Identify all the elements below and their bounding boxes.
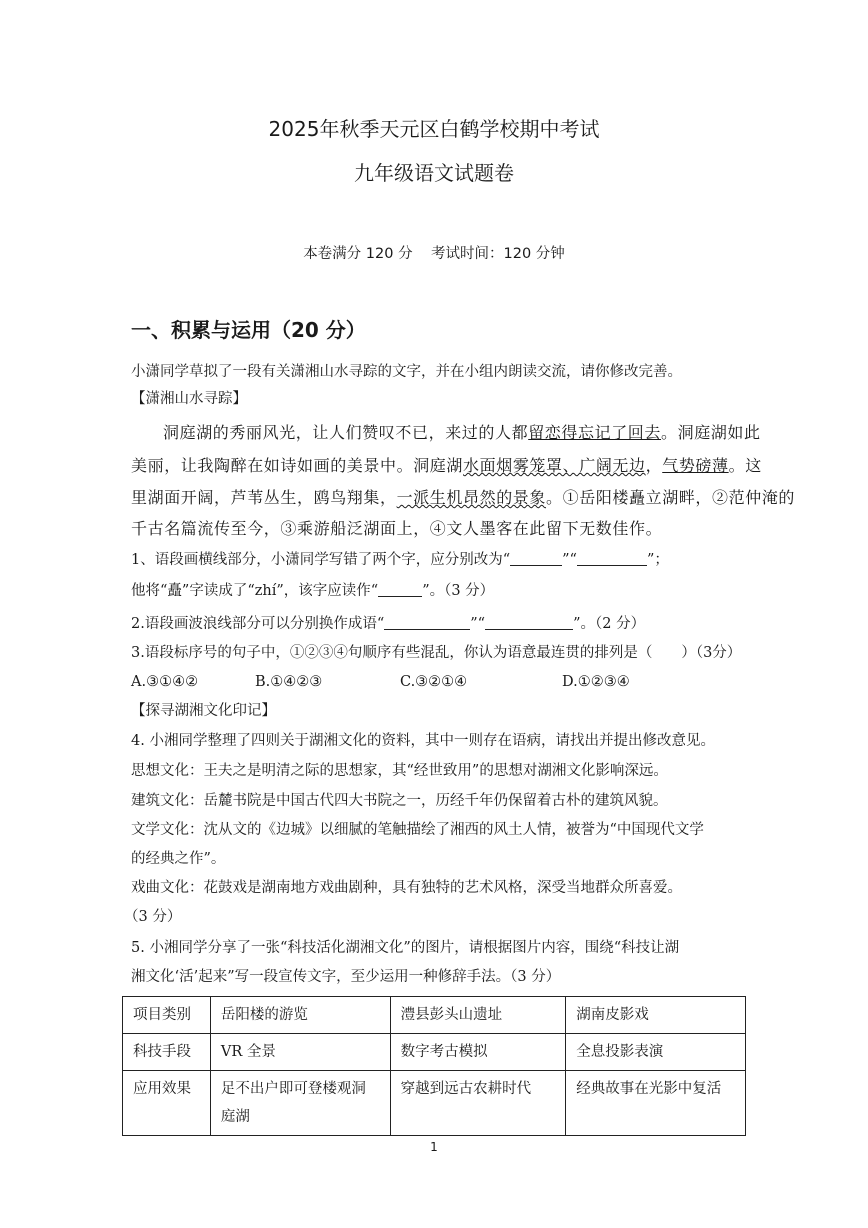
question-4-score: （3 分） — [124, 909, 182, 925]
underlined-phrase-1: 留恋得忘记了回去 — [528, 423, 662, 442]
question-1-line-1: 1、语段画横线部分，小潇同学写错了两个字，应分别改为“ ”“ ”； — [131, 552, 669, 568]
passage-line-3: 里湖面开阔，芦苇丛生，鸥鸟翔集，一派生机昂然的景象。①岳阳楼矗立湖畔，②范仲淹的 — [131, 488, 796, 507]
question-4: 4. 小湘同学整理了四则关于湖湘文化的资料，其中一则存在语病，请找出并提出修改意见。 — [131, 733, 715, 749]
table-cell: 足不出户即可登楼观洞庭湖 — [210, 1071, 390, 1136]
exam-title: 2025年秋季天元区白鹤学校期中考试 — [268, 117, 600, 141]
table-cell: 澧县彭头山遗址 — [390, 997, 566, 1034]
table-cell: 科技手段 — [123, 1034, 211, 1071]
table-cell: 全息投影表演 — [566, 1034, 746, 1071]
table-row — [123, 1071, 746, 1136]
question-2: 2.语段画波浪线部分可以分别换作成语“ ”“ ”。（2 分） — [131, 616, 646, 632]
passage-line-4: 千古名篇流传至今，③乘游船泛湖面上，④文人墨客在此留下无数佳作。 — [131, 519, 663, 538]
exam-info: 本卷满分 120 分 考试时间：120 分钟 — [303, 246, 565, 262]
intro-text: 小潇同学草拟了一段有关潇湘山水寻踪的文字，并在小组内朗读交流，请你修改完善。 — [131, 364, 682, 380]
table-row — [123, 997, 746, 1034]
culture-item-1: 思想文化：王夫之是明清之际的思想家，其“经世致用”的思想对湖湘文化影响深远。 — [131, 763, 668, 779]
table-cell: 穿越到远古农耕时代 — [390, 1071, 566, 1136]
culture-item-3-line-2: 的经典之作”。 — [131, 851, 226, 867]
passage-line-2: 美丽，让我陶醉在如诗如画的美景中。洞庭湖水面烟雾笼罩、广阔无边，气势磅薄。这 — [131, 456, 762, 475]
passage-line-1: 洞庭湖的秀丽风光，让人们赞叹不已，来过的人都留恋得忘记了回去。洞庭湖如此 — [163, 423, 761, 442]
culture-item-3-line-1: 文学文化：沈从文的《边城》以细腻的笔触描绘了湘西的风土人情，被誉为“中国现代文学 — [131, 822, 704, 838]
question-5-line-2: 湘文化‘活’起来”写一段宣传文字，至少运用一种修辞手法。（3 分） — [131, 969, 561, 985]
answer-blank[interactable] — [485, 615, 573, 630]
tech-culture-table — [122, 996, 746, 1136]
table-cell: VR 全景 — [210, 1034, 390, 1071]
question-5-line-1: 5. 小湘同学分享了一张“科技活化湖湘文化”的图片，请根据图片内容，围绕“科技让湖 — [131, 940, 680, 956]
table-cell: 经典故事在光影中复活 — [566, 1071, 746, 1136]
table-cell: 项目类别 — [123, 997, 211, 1034]
option-b[interactable]: B.①④②③ — [255, 674, 323, 690]
table-cell: 应用效果 — [123, 1071, 211, 1136]
option-a[interactable]: A.③①④② — [131, 674, 199, 690]
table-cell: 数字考古模拟 — [390, 1034, 566, 1071]
underlined-phrase-2: 气势磅薄 — [662, 456, 729, 475]
culture-item-4: 戏曲文化：花鼓戏是湖南地方戏曲剧种，具有独特的艺术风格，深受当地群众所喜爱。 — [131, 880, 682, 896]
answer-blank[interactable] — [384, 615, 470, 630]
wavy-phrase-1: 水面烟雾笼罩、广阔无边 — [463, 456, 646, 475]
table-row — [123, 1034, 746, 1071]
question-3: 3.语段标序号的句子中，①②③④句顺序有些混乱，你认为语意最连贯的排列是（ ）（3分） — [131, 645, 742, 661]
page-number: 1 — [430, 1140, 438, 1154]
wavy-phrase-2: 一派生机昂然的景象 — [396, 488, 547, 507]
section-heading: 一、积累与运用（20 分） — [131, 318, 366, 342]
subsection-title-1: 【潇湘山水寻踪】 — [131, 391, 247, 407]
option-c[interactable]: C.③②①④ — [400, 674, 468, 690]
table-cell: 岳阳楼的游览 — [210, 997, 390, 1034]
answer-blank[interactable] — [577, 551, 647, 566]
table-cell: 湖南皮影戏 — [566, 997, 746, 1034]
answer-blank[interactable] — [510, 551, 562, 566]
subsection-title-2: 【探寻湖湘文化印记】 — [131, 703, 276, 719]
answer-blank[interactable] — [378, 582, 422, 597]
exam-subtitle: 九年级语文试题卷 — [354, 161, 514, 185]
question-1-line-2: 他将“矗”字读成了“zhí”，该字应读作“ ”。（3 分） — [131, 583, 495, 599]
option-d[interactable]: D.①②③④ — [562, 674, 630, 690]
culture-item-2: 建筑文化：岳麓书院是中国古代四大书院之一，历经千年仍保留着古朴的建筑风貌。 — [131, 793, 668, 809]
